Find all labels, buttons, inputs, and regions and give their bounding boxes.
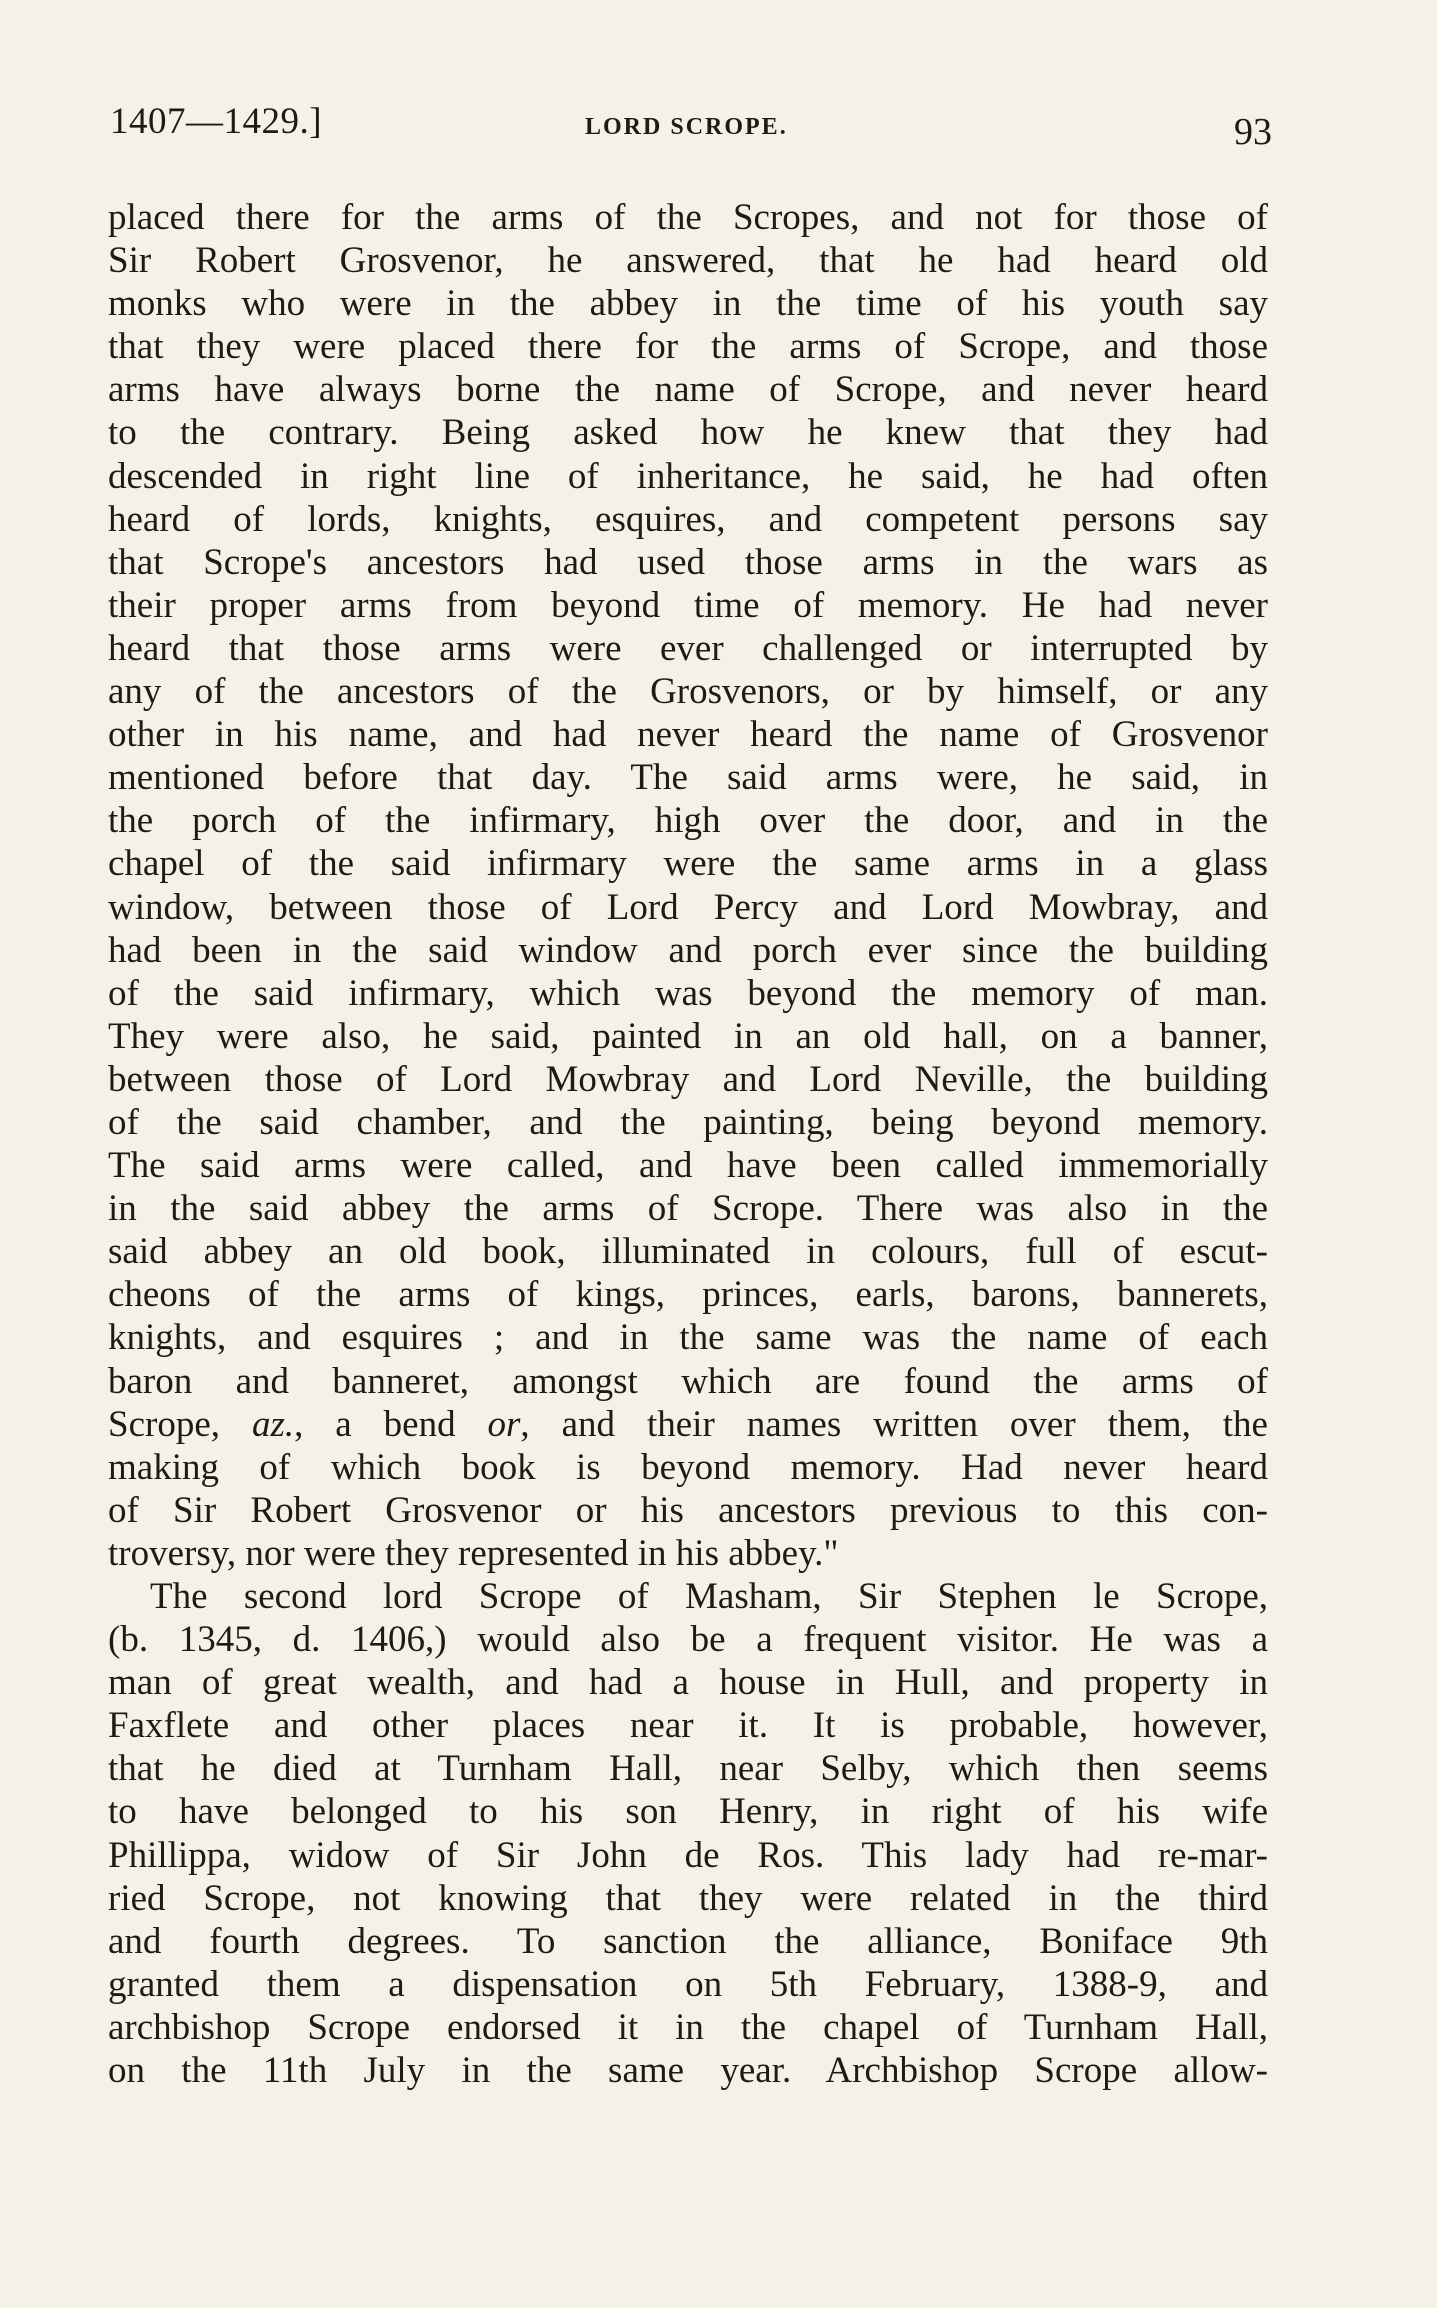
text-line: between those of Lord Mowbray and Lord Neville, the building [108,1058,1268,1100]
text-line: (b. 1345, d. 1406,) would also be a frequent visitor. He was a [108,1619,1268,1661]
text-line: that Scrope's ancestors had used those arms in the wars as [108,541,1268,583]
running-head-title: LORD SCROPE. [585,114,788,140]
text-line: cheons of the arms of kings, princes, earls, barons, bannerets, [108,1274,1268,1316]
text-line: arms have always borne the name of Scrope, and never heard [108,369,1268,411]
text-line: granted them a dispensation on 5th February, 1388-9, and [108,1963,1268,2005]
text-line: man of great wealth, and had a house in Hull, and property in [108,1662,1268,1704]
text-line: other in his name, and had never heard the name of Grosvenor [108,714,1268,756]
text-line: chapel of the said infirmary were the same arms in a glass [108,843,1268,885]
text-line: of Sir Robert Grosvenor or his ancestors previous to this con- [108,1489,1268,1531]
text-line: The second lord Scrope of Masham, Sir Stephen le Scrope, [150,1576,1268,1617]
paragraph-2 [108,1575,1268,2092]
text-line: knights, and esquires ; and in the same was the name of each [108,1317,1268,1359]
running-head-dates: 1407—1429.] [110,101,323,142]
body-text [108,196,1268,2092]
text-line: making of which book is beyond memory. Had never heard [108,1446,1268,1488]
text-line: on the 11th July in the same year. Archbishop Scrope allow- [108,2050,1268,2092]
text-line: They were also, he said, painted in an old hall, on a banner, [108,1015,1268,1057]
text-line: monks who were in the abbey in the time of his youth say [108,283,1268,325]
text-line: heard of lords, knights, esquires, and competent persons say [108,498,1268,540]
text-line: placed there for the arms of the Scropes, and not for those of [108,197,1268,238]
text-line-heraldic [108,1403,1268,1446]
paragraph-1 [108,196,1268,1575]
text-line: to the contrary. Being asked how he knew that they had [108,412,1268,454]
text-line: their proper arms from beyond time of memory. He had never [108,584,1268,626]
text-line: mentioned before that day. The said arms were, he said, in [108,757,1268,799]
text-line: in the said abbey the arms of Scrope. There was also in the [108,1188,1268,1230]
text-line: baron and banneret, amongst which are found the arms of [108,1360,1268,1402]
tincture-azure: az. [251,1403,295,1445]
text-line: had been in the said window and porch ever since the building [108,929,1268,971]
text-line: that he died at Turnham Hall, near Selby, which then seems [108,1748,1268,1790]
text-line: and fourth degrees. To sanction the alliance, Boniface 9th [108,1920,1268,1962]
page-number: 93 [1234,111,1272,153]
tincture-or: or [487,1403,521,1445]
text-line: Phillippa, widow of Sir John de Ros. This lady had re-mar- [108,1834,1268,1876]
line-segment: , a bend [294,1403,488,1445]
text-line: heard that those arms were ever challenged or interrupted by [108,627,1268,669]
text-line: the porch of the infirmary, high over the door, and in the [108,800,1268,842]
text-line: said abbey an old book, illuminated in colours, full of escut- [108,1231,1268,1273]
text-line: archbishop Scrope endorsed it in the chapel of Turnham Hall, [108,2006,1268,2048]
line-segment: Scrope, [108,1403,252,1445]
text-line: to have belonged to his son Henry, in right of his wife [108,1791,1268,1833]
text-line: any of the ancestors of the Grosvenors, or by himself, or any [108,671,1268,713]
page-header [110,100,1272,160]
text-line: of the said chamber, and the painting, being beyond memory. [108,1101,1268,1143]
text-line: The said arms were called, and have been called immemorially [108,1145,1268,1187]
text-line: window, between those of Lord Percy and Lord Mowbray, and [108,886,1268,928]
text-line: Sir Robert Grosvenor, he answered, that he had heard old [108,240,1268,282]
text-line: Faxflete and other places near it. It is probable, however, [108,1705,1268,1747]
text-line: troversy, nor were they represented in his abbey." [108,1532,839,1574]
text-line: descended in right line of inheritance, he said, he had often [108,455,1268,497]
text-line: of the said infirmary, which was beyond the memory of man. [108,972,1268,1014]
line-segment: , and their names written over them, the [520,1403,1268,1445]
text-line: that they were placed there for the arms of Scrope, and those [108,326,1268,368]
text-line: ried Scrope, not knowing that they were related in the third [108,1877,1268,1919]
